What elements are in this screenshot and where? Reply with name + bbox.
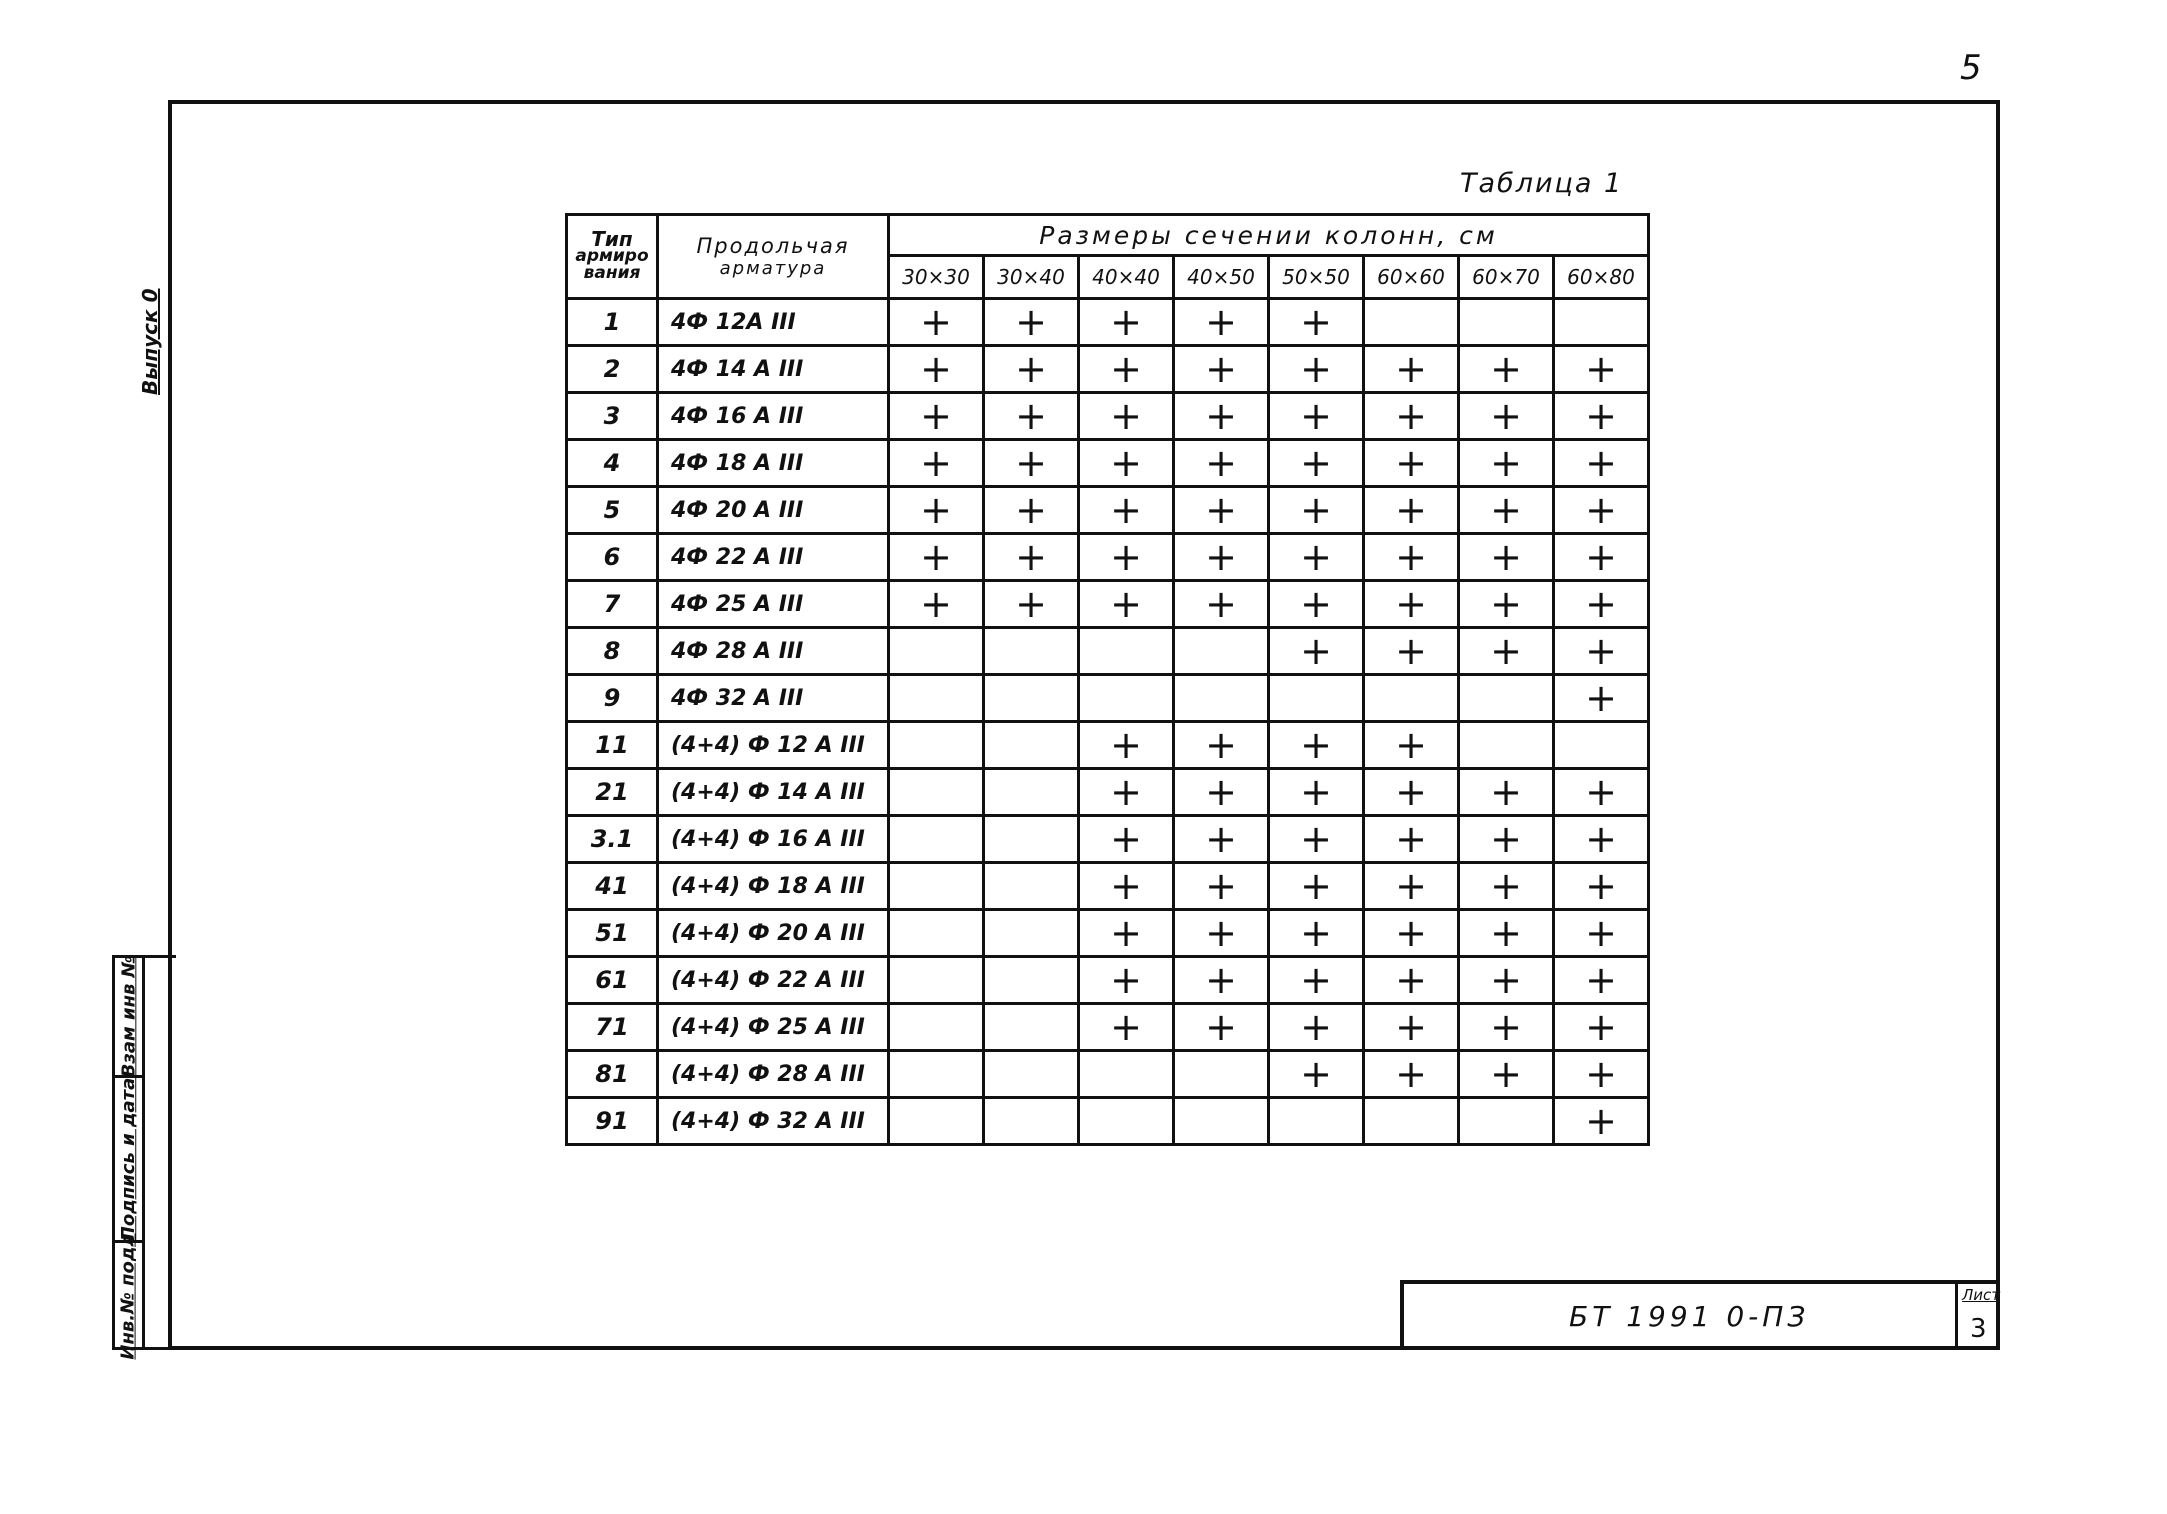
- cell-applicability-mark: +: [1364, 581, 1459, 628]
- cell-applicability-mark: +: [1364, 440, 1459, 487]
- cell-applicability-mark: +: [1554, 393, 1649, 440]
- cell-applicability-mark: +: [1269, 628, 1364, 675]
- table-row: [567, 1098, 1649, 1145]
- issue-label: Выпуск 0: [138, 288, 162, 395]
- cell-applicability-mark: [1554, 722, 1649, 769]
- cell-applicability-mark: [889, 910, 984, 957]
- cell-applicability-mark: [889, 769, 984, 816]
- cell-applicability-mark: +: [1269, 1051, 1364, 1098]
- stamp-label: Инв.№ подл: [118, 1233, 139, 1360]
- table-row: [567, 534, 1649, 581]
- cell-applicability-mark: +: [1174, 910, 1269, 957]
- header-size: 30×40: [984, 256, 1079, 299]
- cell-applicability-mark: +: [1269, 722, 1364, 769]
- table-row: [567, 910, 1649, 957]
- header-type-line: армиро: [575, 246, 649, 266]
- header-type: [567, 215, 658, 299]
- cell-applicability-mark: +: [1269, 581, 1364, 628]
- left-stamp-block: [112, 955, 176, 1360]
- sheet-number: 3: [1970, 1314, 1987, 1344]
- cell-applicability-mark: [1269, 675, 1364, 722]
- page-number: 5: [1960, 48, 1982, 88]
- cell-type: 61: [567, 957, 658, 1004]
- cell-type: 1: [567, 299, 658, 346]
- cell-applicability-mark: +: [1174, 581, 1269, 628]
- cell-reinforcement: (4+4) Ф 32 А III: [658, 1098, 889, 1145]
- cell-applicability-mark: [889, 957, 984, 1004]
- cell-applicability-mark: [984, 910, 1079, 957]
- cell-applicability-mark: +: [1269, 393, 1364, 440]
- cell-applicability-mark: +: [1269, 440, 1364, 487]
- cell-applicability-mark: [1554, 299, 1649, 346]
- cell-applicability-mark: +: [1459, 910, 1554, 957]
- cell-applicability-mark: +: [1079, 722, 1174, 769]
- cell-applicability-mark: [1269, 1098, 1364, 1145]
- cell-applicability-mark: [889, 1098, 984, 1145]
- cell-applicability-mark: [1459, 722, 1554, 769]
- cell-reinforcement: (4+4) Ф 12 А III: [658, 722, 889, 769]
- cell-type: 5: [567, 487, 658, 534]
- cell-type: 4: [567, 440, 658, 487]
- stamp-label: Подпись и дата: [118, 1077, 140, 1241]
- cell-applicability-mark: [889, 863, 984, 910]
- cell-applicability-mark: [984, 1004, 1079, 1051]
- cell-applicability-mark: +: [1079, 440, 1174, 487]
- header-size: 30×30: [889, 256, 984, 299]
- cell-applicability-mark: +: [889, 487, 984, 534]
- cell-applicability-mark: +: [1269, 957, 1364, 1004]
- cell-reinforcement: 4Ф 25 А III: [658, 581, 889, 628]
- table-row: [567, 440, 1649, 487]
- cell-applicability-mark: +: [1459, 863, 1554, 910]
- cell-applicability-mark: +: [1364, 487, 1459, 534]
- cell-applicability-mark: +: [1364, 1004, 1459, 1051]
- cell-applicability-mark: +: [984, 440, 1079, 487]
- header-arm-line: Продольчая: [696, 234, 850, 258]
- cell-type: 21: [567, 769, 658, 816]
- cell-applicability-mark: +: [1174, 299, 1269, 346]
- cell-applicability-mark: [1079, 1098, 1174, 1145]
- cell-reinforcement: 4Ф 18 А III: [658, 440, 889, 487]
- cell-reinforcement: 4Ф 20 А III: [658, 487, 889, 534]
- cell-applicability-mark: +: [1364, 1051, 1459, 1098]
- cell-applicability-mark: [1079, 1051, 1174, 1098]
- cell-applicability-mark: +: [1554, 910, 1649, 957]
- cell-applicability-mark: +: [1174, 487, 1269, 534]
- cell-applicability-mark: [1174, 675, 1269, 722]
- cell-applicability-mark: +: [1554, 1051, 1649, 1098]
- cell-type: 91: [567, 1098, 658, 1145]
- header-arm-line: арматура: [719, 258, 827, 279]
- cell-type: 11: [567, 722, 658, 769]
- cell-applicability-mark: +: [1459, 487, 1554, 534]
- cell-applicability-mark: +: [1459, 346, 1554, 393]
- cell-type: 3.1: [567, 816, 658, 863]
- cell-applicability-mark: [889, 1051, 984, 1098]
- cell-applicability-mark: +: [1554, 628, 1649, 675]
- cell-applicability-mark: +: [1079, 910, 1174, 957]
- header-size: 40×50: [1174, 256, 1269, 299]
- cell-applicability-mark: +: [1459, 1004, 1554, 1051]
- cell-type: 41: [567, 863, 658, 910]
- cell-applicability-mark: +: [984, 346, 1079, 393]
- cell-applicability-mark: +: [889, 534, 984, 581]
- sheet-label: Лист: [1962, 1286, 2001, 1304]
- cell-applicability-mark: +: [1364, 393, 1459, 440]
- cell-applicability-mark: [1174, 1098, 1269, 1145]
- cell-applicability-mark: +: [1554, 863, 1649, 910]
- cell-applicability-mark: +: [984, 581, 1079, 628]
- cell-applicability-mark: +: [1364, 910, 1459, 957]
- cell-applicability-mark: +: [1079, 863, 1174, 910]
- cell-applicability-mark: +: [1554, 440, 1649, 487]
- cell-applicability-mark: +: [1364, 722, 1459, 769]
- cell-applicability-mark: +: [1364, 628, 1459, 675]
- table-row: [567, 346, 1649, 393]
- table-row: [567, 769, 1649, 816]
- cell-type: 71: [567, 1004, 658, 1051]
- cell-applicability-mark: +: [1174, 816, 1269, 863]
- table-row: [567, 393, 1649, 440]
- cell-applicability-mark: +: [1459, 957, 1554, 1004]
- cell-reinforcement: 4Ф 14 А III: [658, 346, 889, 393]
- table-row: [567, 816, 1649, 863]
- table-header-row: [567, 215, 1649, 256]
- cell-applicability-mark: +: [1079, 957, 1174, 1004]
- table-caption: Таблица 1: [1460, 168, 1624, 199]
- cell-reinforcement: 4Ф 16 А III: [658, 393, 889, 440]
- stamp-cell-replacement: [115, 955, 145, 1078]
- table-row: [567, 487, 1649, 534]
- cell-type: 6: [567, 534, 658, 581]
- cell-applicability-mark: +: [1554, 534, 1649, 581]
- cell-type: 8: [567, 628, 658, 675]
- cell-reinforcement: (4+4) Ф 20 А III: [658, 910, 889, 957]
- cell-applicability-mark: +: [1554, 1098, 1649, 1145]
- cell-applicability-mark: [1079, 628, 1174, 675]
- cell-applicability-mark: +: [1364, 816, 1459, 863]
- cell-applicability-mark: +: [1459, 769, 1554, 816]
- cell-reinforcement: (4+4) Ф 14 А III: [658, 769, 889, 816]
- cell-applicability-mark: [1364, 675, 1459, 722]
- cell-applicability-mark: +: [1269, 816, 1364, 863]
- stamp-cell-original: [115, 1233, 145, 1360]
- cell-applicability-mark: +: [1174, 1004, 1269, 1051]
- cell-reinforcement: (4+4) Ф 16 А III: [658, 816, 889, 863]
- cell-applicability-mark: [1079, 675, 1174, 722]
- cell-applicability-mark: [984, 1051, 1079, 1098]
- cell-applicability-mark: +: [889, 393, 984, 440]
- cell-applicability-mark: [984, 816, 1079, 863]
- cell-applicability-mark: +: [1459, 440, 1554, 487]
- cell-reinforcement: (4+4) Ф 28 А III: [658, 1051, 889, 1098]
- stamp-label: Взам инв №: [118, 955, 140, 1078]
- cell-applicability-mark: +: [1269, 910, 1364, 957]
- cell-applicability-mark: +: [1174, 534, 1269, 581]
- cell-applicability-mark: +: [1174, 769, 1269, 816]
- cell-applicability-mark: [984, 722, 1079, 769]
- cell-reinforcement: 4Ф 12А III: [658, 299, 889, 346]
- cell-applicability-mark: +: [1079, 816, 1174, 863]
- header-size: 50×50: [1269, 256, 1364, 299]
- cell-applicability-mark: +: [1459, 1051, 1554, 1098]
- cell-applicability-mark: +: [1269, 299, 1364, 346]
- cell-applicability-mark: +: [1459, 393, 1554, 440]
- cell-applicability-mark: +: [1459, 581, 1554, 628]
- cell-applicability-mark: +: [1554, 487, 1649, 534]
- cell-applicability-mark: +: [1459, 534, 1554, 581]
- cell-applicability-mark: [1174, 628, 1269, 675]
- cell-reinforcement: (4+4) Ф 18 А III: [658, 863, 889, 910]
- cell-applicability-mark: [1364, 1098, 1459, 1145]
- cell-applicability-mark: +: [1554, 1004, 1649, 1051]
- cell-reinforcement: 4Ф 32 А III: [658, 675, 889, 722]
- table-row: [567, 863, 1649, 910]
- cell-applicability-mark: +: [889, 346, 984, 393]
- cell-applicability-mark: +: [1269, 346, 1364, 393]
- cell-applicability-mark: +: [1364, 534, 1459, 581]
- cell-applicability-mark: [889, 628, 984, 675]
- cell-applicability-mark: [984, 675, 1079, 722]
- header-type-line: вания: [583, 263, 641, 283]
- table-row: [567, 675, 1649, 722]
- cell-applicability-mark: +: [1079, 487, 1174, 534]
- header-type-line: Тип: [591, 227, 633, 251]
- cell-applicability-mark: [984, 957, 1079, 1004]
- cell-applicability-mark: +: [1364, 346, 1459, 393]
- cell-applicability-mark: +: [984, 299, 1079, 346]
- cell-applicability-mark: +: [984, 487, 1079, 534]
- table-row: [567, 722, 1649, 769]
- cell-applicability-mark: +: [1174, 393, 1269, 440]
- cell-applicability-mark: +: [1554, 816, 1649, 863]
- table-row: [567, 1051, 1649, 1098]
- cell-applicability-mark: +: [1554, 769, 1649, 816]
- cell-applicability-mark: +: [1079, 346, 1174, 393]
- cell-reinforcement: 4Ф 28 А III: [658, 628, 889, 675]
- cell-applicability-mark: +: [1079, 534, 1174, 581]
- cell-applicability-mark: [889, 816, 984, 863]
- header-reinforcement: [658, 215, 889, 299]
- cell-applicability-mark: +: [1364, 769, 1459, 816]
- table-row: [567, 299, 1649, 346]
- header-section-sizes: Размеры сечении колонн, см: [889, 215, 1649, 256]
- cell-applicability-mark: [984, 628, 1079, 675]
- cell-applicability-mark: +: [1174, 722, 1269, 769]
- cell-applicability-mark: +: [1364, 957, 1459, 1004]
- cell-applicability-mark: [1459, 1098, 1554, 1145]
- cell-reinforcement: (4+4) Ф 22 А III: [658, 957, 889, 1004]
- document-code: БТ 1991 0-ПЗ: [1569, 1300, 1810, 1333]
- cell-applicability-mark: +: [889, 581, 984, 628]
- table-row: [567, 628, 1649, 675]
- cell-applicability-mark: +: [1079, 581, 1174, 628]
- cell-applicability-mark: [984, 863, 1079, 910]
- cell-type: 2: [567, 346, 658, 393]
- header-size: 40×40: [1079, 256, 1174, 299]
- cell-applicability-mark: +: [1174, 863, 1269, 910]
- cell-applicability-mark: +: [1554, 675, 1649, 722]
- cell-applicability-mark: +: [1554, 581, 1649, 628]
- cell-applicability-mark: +: [1554, 346, 1649, 393]
- cell-applicability-mark: [889, 675, 984, 722]
- table-body: [567, 299, 1649, 1145]
- cell-reinforcement: (4+4) Ф 25 А III: [658, 1004, 889, 1051]
- sheet-box: [1955, 1284, 2003, 1350]
- cell-applicability-mark: [889, 722, 984, 769]
- cell-applicability-mark: [1459, 675, 1554, 722]
- reinforcement-table: [565, 213, 1650, 1146]
- table-row: [567, 581, 1649, 628]
- cell-applicability-mark: +: [1079, 393, 1174, 440]
- cell-type: 9: [567, 675, 658, 722]
- header-size: 60×80: [1554, 256, 1649, 299]
- cell-applicability-mark: +: [1079, 299, 1174, 346]
- cell-reinforcement: 4Ф 22 А III: [658, 534, 889, 581]
- stamp-cell-signature: [115, 1078, 145, 1243]
- cell-applicability-mark: +: [1079, 769, 1174, 816]
- cell-applicability-mark: +: [889, 299, 984, 346]
- cell-applicability-mark: +: [1269, 863, 1364, 910]
- cell-applicability-mark: +: [1079, 1004, 1174, 1051]
- table-row: [567, 957, 1649, 1004]
- cell-applicability-mark: [1174, 1051, 1269, 1098]
- cell-applicability-mark: +: [1174, 957, 1269, 1004]
- cell-applicability-mark: [984, 1098, 1079, 1145]
- cell-applicability-mark: +: [1459, 628, 1554, 675]
- cell-applicability-mark: +: [1364, 863, 1459, 910]
- cell-type: 3: [567, 393, 658, 440]
- cell-applicability-mark: +: [1269, 534, 1364, 581]
- header-size: 60×70: [1459, 256, 1554, 299]
- cell-type: 7: [567, 581, 658, 628]
- cell-applicability-mark: +: [1459, 816, 1554, 863]
- cell-applicability-mark: +: [1174, 440, 1269, 487]
- title-block: [1400, 1280, 2000, 1350]
- cell-applicability-mark: [889, 1004, 984, 1051]
- cell-applicability-mark: +: [1269, 769, 1364, 816]
- cell-applicability-mark: +: [889, 440, 984, 487]
- cell-applicability-mark: [1364, 299, 1459, 346]
- cell-applicability-mark: +: [1174, 346, 1269, 393]
- cell-applicability-mark: +: [984, 534, 1079, 581]
- cell-type: 51: [567, 910, 658, 957]
- cell-applicability-mark: +: [1554, 957, 1649, 1004]
- cell-applicability-mark: +: [1269, 1004, 1364, 1051]
- header-size: 60×60: [1364, 256, 1459, 299]
- cell-applicability-mark: +: [1269, 487, 1364, 534]
- cell-applicability-mark: [1459, 299, 1554, 346]
- cell-applicability-mark: +: [984, 393, 1079, 440]
- cell-applicability-mark: [984, 769, 1079, 816]
- table-row: [567, 1004, 1649, 1051]
- cell-type: 81: [567, 1051, 658, 1098]
